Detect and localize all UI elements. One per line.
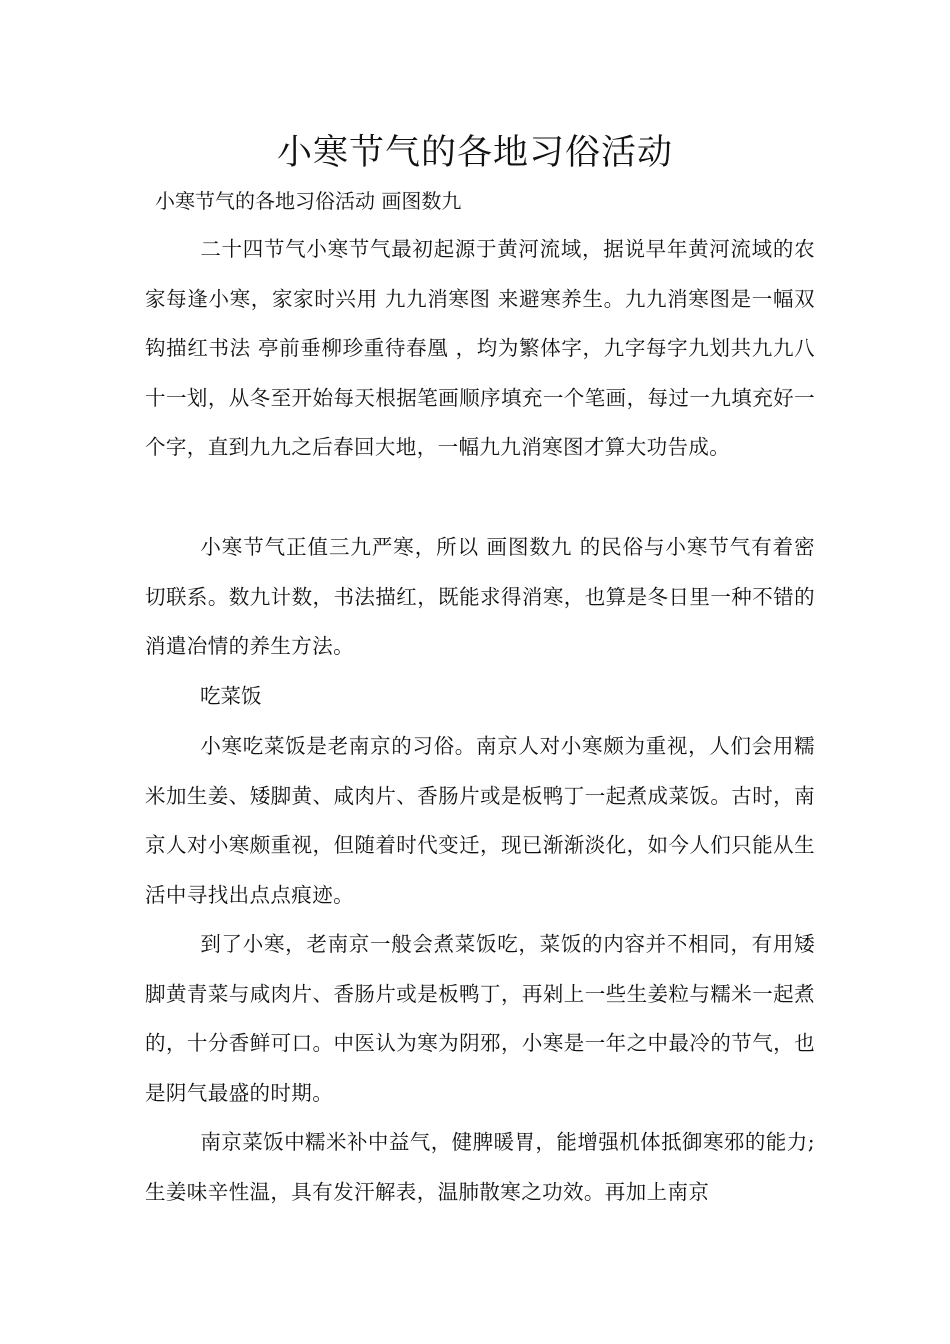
document-title: 小寒节气的各地习俗活动 xyxy=(276,133,673,173)
paragraph-health-benefits: 南京菜饭中糯米补中益气，健脾暖胃，能增强机体抵御寒邪的能力;生姜味辛性温，具有发汗解表，温肺散寒之功效。再加上南京 xyxy=(145,1130,815,1204)
document-subtitle: 小寒节气的各地习俗活动 画图数九 xyxy=(155,189,462,213)
paragraph-counting-nines: 小寒节气正值三九严寒，所以 画图数九 的民俗与小寒节气有着密切联系。数九计数，书法描红，既能求得消寒，也算是冬日里一种不错的消遣冶情的养生方法。 xyxy=(145,535,815,658)
paragraph-origin: 二十四节气小寒节气最初起源于黄河流域，据说早年黄河流域的农家每逢小寒，家家时兴用 九九消寒图 来避寒养生。九九消寒图是一幅双钩描红书法 亭前垂柳珍重待春凰 ，均为繁体字，九字每字九划共九九八十一划，从冬至开始每天根据笔画顺序填充一个笔画，每过一九填充好一个字，直到九九之后春回大地，一幅九九消寒图才算大功告成。 xyxy=(145,237,815,459)
section-heading-vegetable-rice: 吃菜饭 xyxy=(200,684,262,708)
paragraph-nanjing-custom: 小寒吃菜饭是老南京的习俗。南京人对小寒颇为重视，人们会用糯米加生姜、矮脚黄、咸肉片、香肠片或是板鸭丁一起煮成菜饭。古时，南京人对小寒颇重视，但随着时代变迁，现已渐渐淡化，如今人们只能从生活中寻找出点点痕迹。 xyxy=(145,734,815,907)
paragraph-cooking-method: 到了小寒，老南京一般会煮菜饭吃，菜饭的内容并不相同，有用矮脚黄青菜与咸肉片、香肠片或是板鸭丁，再剁上一些生姜粒与糯米一起煮的，十分香鲜可口。中医认为寒为阴邪，小寒是一年之中最冷的节气，也是阴气最盛的时期。 xyxy=(145,932,815,1105)
